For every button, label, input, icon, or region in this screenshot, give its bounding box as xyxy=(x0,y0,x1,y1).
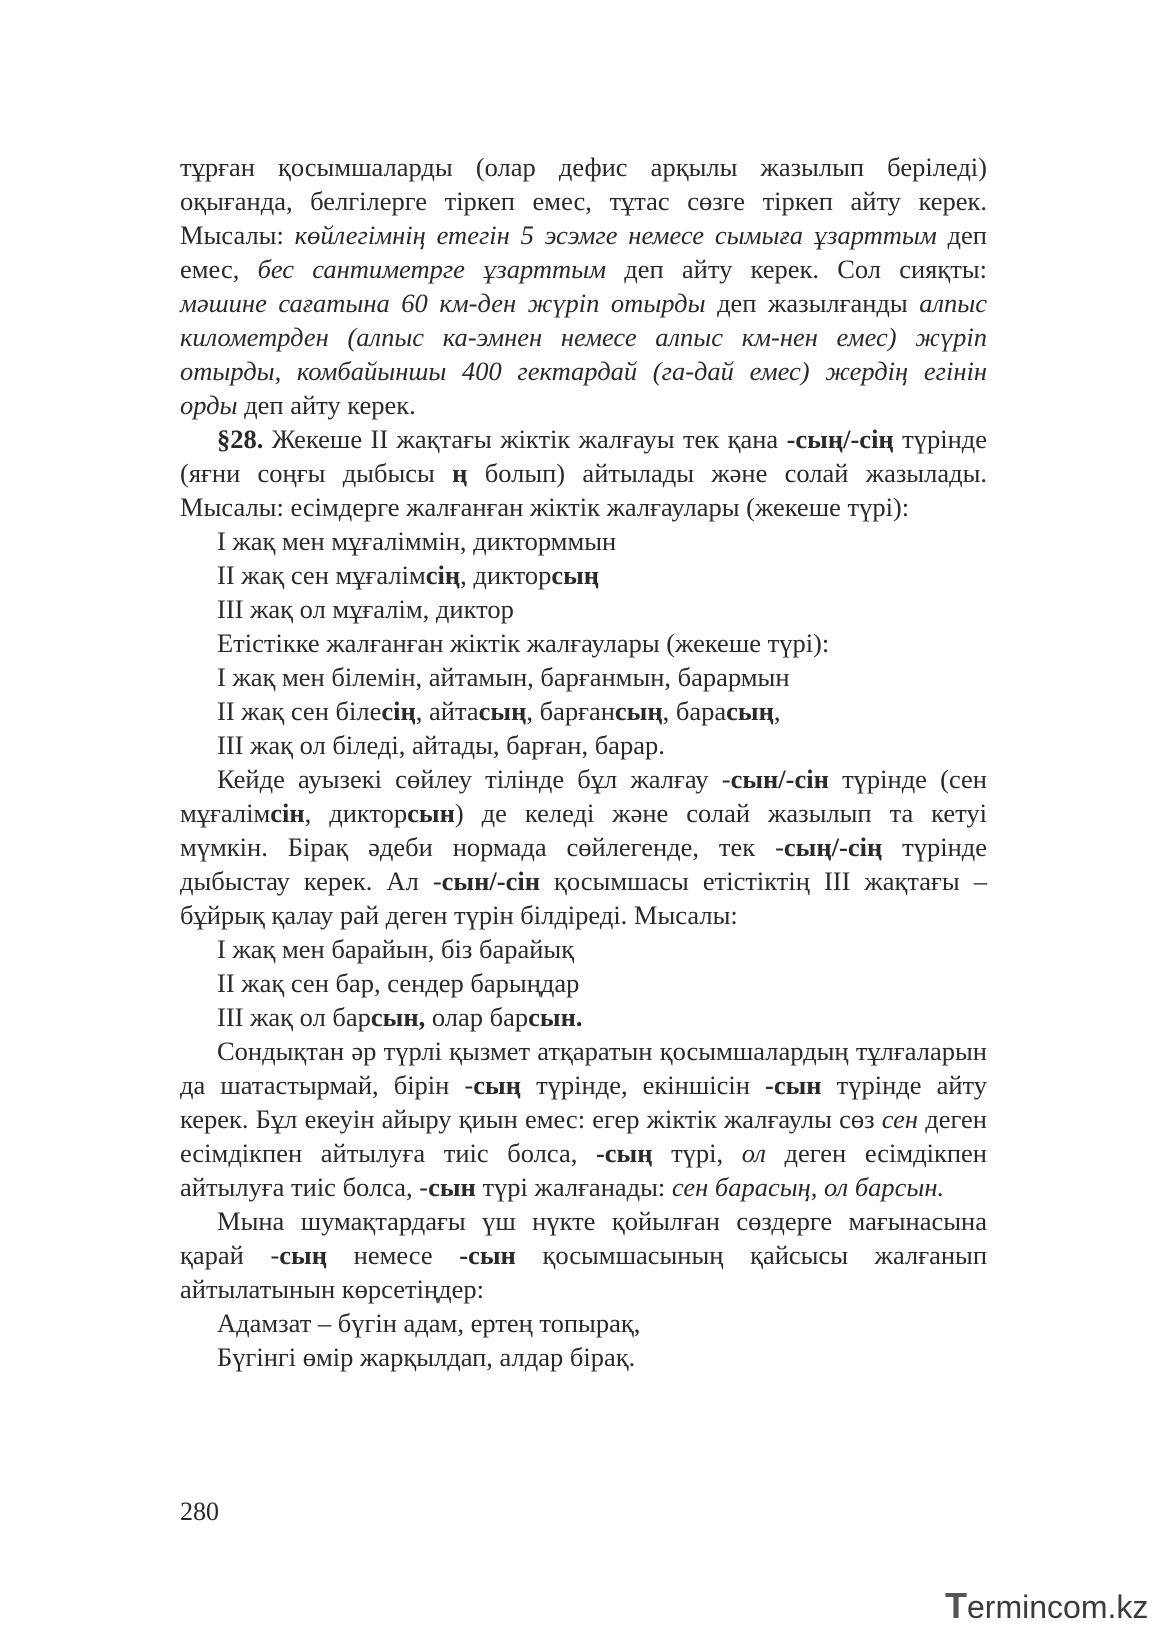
text-segment: ) де келеді және солай жазылып та кетуі мүмкін. Бірақ әдеби нормада сөйлегенде, тек - xyxy=(180,798,988,862)
text-segment: , диктор xyxy=(304,798,408,828)
bold-text: сын. xyxy=(528,1002,583,1032)
bold-text: -сың/-сің xyxy=(786,424,894,454)
bold-text: сің xyxy=(381,696,416,726)
text-segment: деп емес, xyxy=(180,220,987,284)
text-segment: деп жазылғанды xyxy=(705,288,920,318)
italic-text: мәшине сағатына 60 км-ден жүріп отырды xyxy=(180,288,706,318)
bold-text: -сын xyxy=(459,1240,516,1270)
text-segment: , xyxy=(773,696,781,726)
text-segment: , диктор xyxy=(460,560,552,590)
bold-text: сын/-сін xyxy=(441,866,540,896)
bold-text: -сың xyxy=(595,1138,653,1168)
bold-text: сың xyxy=(279,1240,328,1270)
text-segment: деген есімдікпен айтылуға тиіс болса, xyxy=(180,1104,987,1168)
text-segment: , бара xyxy=(662,696,727,726)
paragraph xyxy=(180,1204,987,1306)
bold-text: сің xyxy=(425,560,461,590)
text-segment: І жақ мен білемін, айтамын, барғанмын, барармын xyxy=(217,662,790,692)
text-segment: олар бар xyxy=(425,1002,529,1032)
text-segment: түрінде (сен мұғалім xyxy=(180,764,987,828)
bold-text: §28. xyxy=(217,424,264,454)
bold-text: сын, xyxy=(370,1002,426,1032)
text-segment: ІІ жақ сен бар, сендер барыңдар xyxy=(217,968,580,998)
text-segment: Мына шумақтардағы үш нүкте қойылған сөздерге мағынасына қарай - xyxy=(180,1206,987,1270)
bold-text: сың xyxy=(726,696,774,726)
text-segment: Сондықтан әр түрлі қызмет атқаратын қосымшалардың тұлғаларын да шатастырмай, бірін - xyxy=(180,1036,987,1100)
text-segment: ІІ жақ сен біле xyxy=(217,696,382,726)
text-segment: түрінде дыбыстау керек. Ал - xyxy=(180,832,988,896)
text-segment: немесе xyxy=(327,1240,460,1270)
text-segment: деп айту керек. Сол сияқты: xyxy=(606,254,987,284)
text-segment: Бүгінгі өмір жарқылдап, алдар бірақ. xyxy=(217,1342,636,1372)
italic-text: көйлегімнің етегін 5 эсэмге немесе сымыға ұзарттым xyxy=(294,220,937,250)
page-body xyxy=(180,150,987,1374)
paragraph xyxy=(180,150,987,422)
text-line xyxy=(180,932,987,966)
text-segment: Кейде ауызекі сөйлеу тілінде бұл жалғау - xyxy=(217,764,731,794)
bold-text: ң xyxy=(452,458,468,488)
site-watermark-logo xyxy=(945,1586,1148,1626)
text-line xyxy=(180,966,987,1000)
watermark-rest: ermincom.kz xyxy=(967,1589,1149,1625)
text-segment: ІІ жақ сен мұғалім xyxy=(217,560,426,590)
italic-text: сен xyxy=(881,1104,919,1134)
text-line xyxy=(180,626,987,660)
text-segment: , барған xyxy=(526,696,615,726)
text-line xyxy=(180,592,987,626)
text-segment: Етістікке жалғанған жіктік жалғаулары (жекеше түрі): xyxy=(217,628,830,658)
text-segment: түрі, xyxy=(652,1138,742,1168)
text-segment: Адамзат – бүгін адам, ертең топырақ, xyxy=(217,1308,641,1338)
paragraph xyxy=(180,422,987,524)
bold-text: сын/-сін xyxy=(730,764,829,794)
text-segment: деп айту керек. xyxy=(237,390,416,420)
text-line xyxy=(180,1306,987,1340)
bold-text: -сын xyxy=(765,1070,822,1100)
text-segment: қосымшасының қайсысы жалғанып айтылатынын көрсетіңдер: xyxy=(180,1240,988,1304)
text-segment: түрінде айту керек. Бұл екеуін айыру қиын емес: егер жіктік жалғаулы сөз xyxy=(180,1070,988,1134)
bold-text: сың xyxy=(551,560,600,590)
text-segment: І жақ мен барайын, біз барайық xyxy=(217,934,575,964)
paragraph xyxy=(180,1034,987,1204)
bold-text: сың xyxy=(614,696,663,726)
text-line xyxy=(180,660,987,694)
text-segment: Жекеше ІІ жақтағы жіктік жалғауы тек қана xyxy=(263,424,787,454)
text-line xyxy=(180,524,987,558)
italic-text: алпыс километрден (алпыс ка-эмнен немесе алпыс км-нен емес) жүріп отырды, комбайыншы 400 гектардай (га-дай емес) жердің егінін орды xyxy=(180,288,987,420)
bold-text: сың xyxy=(478,696,527,726)
bold-text: сын xyxy=(428,1172,476,1202)
text-line xyxy=(180,694,987,728)
text-segment: І жақ мен мұғаліммін, дикторммын xyxy=(217,526,617,556)
italic-text: сен барасың, ол барсын. xyxy=(671,1172,945,1202)
text-line xyxy=(180,558,987,592)
text-segment: түрінде, екіншісін xyxy=(521,1070,765,1100)
text-segment: түрі жалғанады: xyxy=(475,1172,672,1202)
text-line xyxy=(180,728,987,762)
watermark-initial: T xyxy=(945,1585,967,1626)
text-segment: ІІІ жақ ол мұғалім, диктор xyxy=(217,594,514,624)
text-segment: тұрған қосымшаларды (олар дефис арқылы жазылып беріледі) оқығанда, белгілерге тіркеп емес, тұтас сөзге тіркеп айту керек. Мысалы: xyxy=(180,152,987,250)
paragraph xyxy=(180,762,987,932)
italic-text: ол xyxy=(741,1138,766,1168)
text-segment: ІІІ жақ ол бар xyxy=(217,1002,371,1032)
text-segment: ІІІ жақ ол біледі, айтады, барған, барар. xyxy=(217,730,665,760)
text-line xyxy=(180,1000,987,1034)
page-number: 280 xyxy=(180,1497,219,1526)
text-segment: , айта xyxy=(415,696,479,726)
text-segment: деген есімдікпен айтылуға тиіс болса, - xyxy=(180,1138,987,1202)
bold-text: сын xyxy=(407,798,455,828)
bold-text: сың/-сің xyxy=(783,832,883,862)
text-segment: қосымшасы етістіктің ІІІ жақтағы – бұйрық қалау рай деген түрін білдіреді. Мысалы: xyxy=(180,866,987,930)
text-line xyxy=(180,1340,987,1374)
bold-text: сін xyxy=(270,798,305,828)
bold-text: сың xyxy=(473,1070,521,1100)
italic-text: бес сантиметрге ұзарттым xyxy=(257,254,607,284)
text-segment: түрінде (яғни соңғы дыбысы xyxy=(180,424,987,488)
text-segment: болып) айтылады және солай жазылады. Мысалы: есімдерге жалғанған жіктік жалғаулары (жекеше түрі): xyxy=(180,458,987,522)
